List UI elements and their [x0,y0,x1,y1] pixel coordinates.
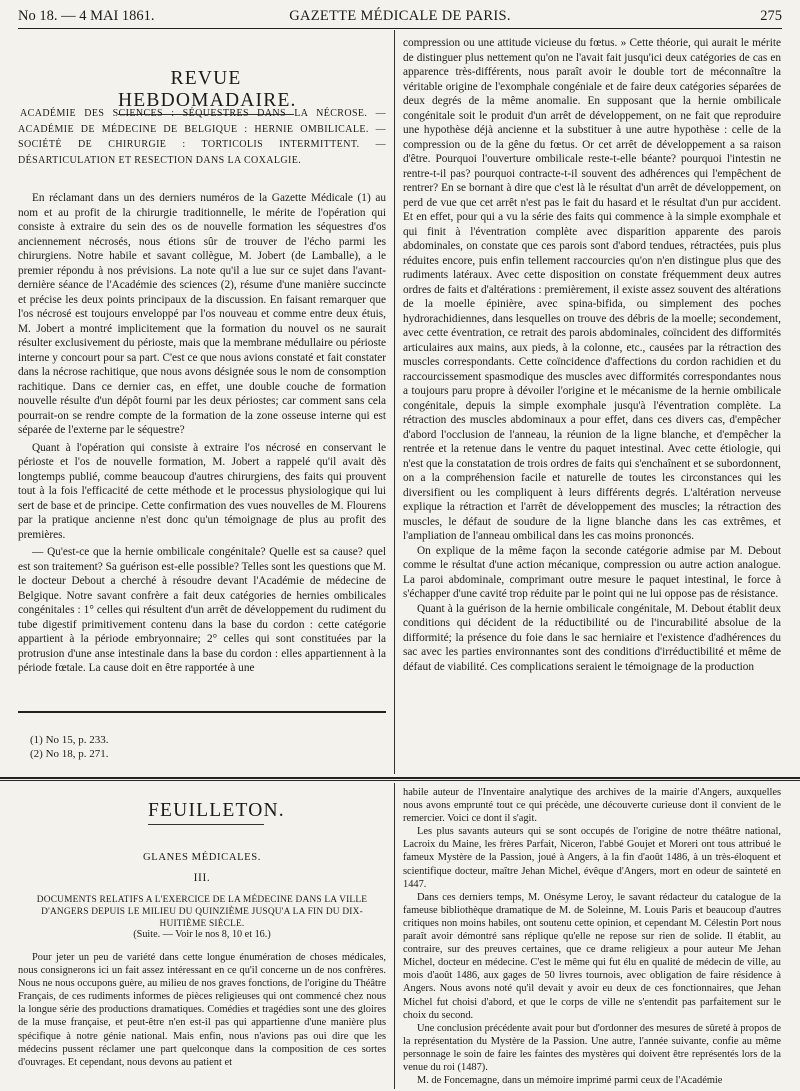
revue-paragraph-1: En réclamant dans un des derniers numéros de la Gazette Médicale (1) au nom et au profit de la chirurgie traditionnelle, le mérite de l'opération qui consiste à extraire du sein des os de nouvelle formation les séquestres d'os anciennement nécrosés, nous étions sûr de trouver de l'écho parmi les chirurgiens. Notre habile et savant collègue, M. Jobert (de Lamballe), a le premier répondu à nos prévisions. La note qu'il a lue sur ce sujet dans l'avant-dernière séance de l'Académie des sciences (2), résume d'une manière succincte et précise les deux points principaux de la discussion. En faisant remarquer que l'os nécrosé est toujours enveloppé par l'os nouveau et comme entre deux étuis, M. Jobert a montré implicitement que la formation du nouvel os ne saurait résulter exclusivement du périoste, mais que la membrane médullaire ou périoste interne y concourt pour sa part. C'est ce que nous avions constaté et fait constater dans la nécrose rachitique, que nous avons désignée sous le nom de consomption rachitique. Dans ce dernier cas, en effet, une double couche de formation nouvelle résulte d'un dépôt fourni par les deux périostes; car comment sans cela pourrait-on se rendre compte de la formation de la zone osseuse interne qui est séparée de l'externe par le séquestre? [18,192,386,436]
page-number: 275 [760,8,782,24]
feuilleton-separator-1 [0,777,800,779]
feuilleton-separator-2 [0,780,800,781]
feuilleton-right-paragraph-2: Les plus savants auteurs qui se sont occupés de l'origine de notre théâtre national, Lacroix du Maine, les frères Parfait, Niceron, l'abbé Goujet et Moreri ont tous attribué le fameux Mystère de la Passion, joué à Angers, à la fin d'août 1486, à un très-éloquent et scientifique docteur, maître Jehan Michel, évêque d'Angers, mort en odeur de sainteté en 1447. [403,826,781,890]
feuilleton-right-column [403,786,781,1090]
feuilleton-title: FEUILLETON. [148,800,264,825]
feuilleton-paragraph-1: Pour jeter un peu de variété dans cette longue énumération de choses médicales, nous consignerons ici un fait assez intéressant en ce qu'il concerne un de nos confrères. Nous ne nous occupons guère, au milieu de nos graves fonctions, de l'origine du Théâtre Français, de ces rudiments informes de pièces religieuses qui ont commencé chez nous la longue série des productions dramatiques. Comédies et tragédies sont une des gloires de la muse française, et peut-être n'en est-il pas qui appartienne d'une manière plus spécifique à notre génie national. Mais enfin, nous n'avions pas oui dire que les médecins pussent réclamer une part quelconque dans la composition de ces sortes d'ouvrages. Et cependant, nous devons au patient et [18,952,386,1068]
revue-right-column [403,36,781,774]
revue-right-paragraph-1: compression ou une attitude vicieuse du fœtus. » Cette théorie, qui aurait le mérite de distinguer plus nettement qu'on ne l'avait fait jusqu'ici deux catégories de cas en apparence très-différents, nous paraît avoir le double tort de méconnaître la véritable origine de l'exomphale congéniale et de faire deux catégories séparées de deux degrés de la même anomalie. En supposant que la hernie ombilicale congénitale soit le produit d'un arrêt de développement, on ne fait que reproduire une hypothèse déjà ancienne et la substituer à une autre hypothèse : celle de la compression ou de la gêne du fœtus. Or cet arrêt de développement a sa raison d'être. Pourquoi l'ouverture ombilicale reste-t-elle béante? pourquoi l'intestin ne rentre-t-il pas? pourquoi contracte-t-il souvent des adhérences qui l'empêchent de rentrer? En se bornant à dire que c'est là le résultat d'un arrêt de développement, on perd de vue que cet arrêt n'est pas le fait du hasard et le résultat d'un pur accident. Et en effet, pour qui a vu la série des faits qui commence à la simple exomphale et qui finit à l'éventration complète avec disparition apparente des parois abdominales, on constate que ces parois sont d'abord tendues, rétractées, puis plus réduites encore, puis enfin tellement raccourcies qu'on n'en distingue plus que des rudiments latéraux. Avec cette disposition on constate fréquemment deux autres ordres de faits et d'altérations : premièrement, il existe assez souvent des altérations de la moelle épinière, avec spina-bifida, ou simplement des poches hydrorachidiennes, dans lesquelles on trouve des débris de la moelle; secondement, avec cette éventration, ce retrait des parois abdominales, coïncident des difformités articulaires aux mains, aux pieds, à la colonne, etc., causées par la rétraction des muscles correspondants. Cette coïncidence d'affections du cordon rachidien et du raccourcissement spasmodique des muscles avec difformités correspondantes nous a toujours paru propre à dévoiler l'origine et le mécanisme de la hernie ombilicale congénitale, depuis la simple exomphale jusqu'à l'éventration complète. La rétraction des muscles abdominaux a pour effet, dans ces divers cas, d'empêcher d'abord l'occlusion de l'anneau, la réunion de la ligne blanche, et d'empêcher la rentrée et la retenue dans le ventre du paquet intestinal. Avec cette étiologie, qui n'est que la constatation de trois ordres de faits qui s'enchaînent et se subordonnent, on a la compréhension facile et naturelle de toutes les circonstances qui les diversifient ou les compliquent à leurs différents degrés. L'altération nerveuse explique la rétraction et l'arrêt de développement des muscles; la rétraction des muscles, le défaut de soudure de la ligne blanche dans les cas extrêmes, et l'ampliation de l'anneau ombilical dans les cas moins prononcés. [403,37,781,542]
revue-right-paragraph-3: Quant à la guérison de la hernie ombilicale congénitale, M. Debout établit deux conditions qui décident de la réductibilité ou de l'incurabilité absolue de la difformité; la présence du foie dans le sac herniaire et l'existence d'adhérences du sac avec les parties environnantes sont des conditions d'irréductibilité et même de défaut de viabilité. Ces complications seraient le témoignage de la production [403,602,781,673]
feuilleton-right-paragraph-3: Dans ces derniers temps, M. Onésyme Leroy, le savant rédacteur du catalogue de la fameuse bibliothèque dramatique de M. de Soleinne, M. Louis Paris et beaucoup d'autres critiques non moins habiles, ont soutenu cette opinion, et cependant M. Célestin Port nous paraît avoir démontré sans réplique qu'elle ne repose sur rien de solide. Il établit, au contraire, sur des preuves certaines, que ce drame religieux a pour auteur Me Jehan Michel, docteur en médecine. C'est le même qui fut élu en qualité de médecin de ville, au mois d'août 1486, aux gages de 50 livres tournois, avec obligation de faire résidence à Angers. Nous avons noté qu'il devait y avoir eu deux de ces fonctionnaires, que Jehan Michel fut choisi d'abord, et que le corps de ville ne s'entendit pas parfaitement sur le choix du second. [403,891,781,1021]
feuilleton-right-paragraph-5: M. de Foncemagne, dans un mémoire imprimé parmi ceux de l'Académie [417,1075,723,1087]
revue-title: REVUE HEBDOMADAIRE. [118,68,294,115]
revue-right-paragraph-2: On explique de la même façon la seconde catégorie admise par M. Debout comme le résultat d'une action mécanique, compression ou autre action analogue. La paroi abdominale, comprimant outre mesure le paquet intestinal, le force à s'échapper d'une cavité trop réduite par le point qui ne lui oppose pas de résistance. [403,544,781,600]
footnote-rule [18,711,386,713]
feuilleton-heading: DOCUMENTS RELATIFS A L'EXERCICE DE LA MÉDECINE DANS LA VILLE D'ANGERS DEPUIS LE MILIEU DU QUINZIÈME JUSQU'A LA FIN DU DIX-HUITIÈME SIÈCLE. [36,895,368,929]
issue-date: No 18. — 4 MAI 1861. [18,8,155,24]
feuilleton-subtitle: GLANES MÉDICALES. [143,852,261,863]
feuilleton-number: III. [193,872,211,884]
feuilleton-suite-note: (Suite. — Voir le nos 8, 10 et 16.) [133,929,271,940]
footnote-2: (2) No 18, p. 271. [30,748,109,760]
feuilleton-left-column [18,951,386,1089]
journal-title: GAZETTE MÉDICALE DE PARIS. [289,8,511,24]
page-header [18,6,782,29]
feuilleton-right-paragraph-4: Une conclusion précédente avait pour but d'ordonner des mesures de sûreté à propos de la représentation du Mystère de la Passion. Une autre, l'année suivante, confie au même personnage le soin de faire les faintes des mystères qui doivent être représentés lors de la venue du roi (1487). [403,1022,781,1073]
revue-paragraph-3: — Qu'est-ce que la hernie ombilicale congénitale? Quelle est sa cause? quel est son traitement? Sa guérison est-elle possible? Telles sont les questions que M. le docteur Debout a cherché à résoudre devant l'Académie de médecine de Belgique. Notre savant confrère a fait deux catégories de hernies ombilicales congénitales : 1° celles qui résultent d'un arrêt de développement du rudiment du tube digestif primitivement contenu dans la base du cordon : cette catégorie appartient à la période embryonnaire; 2° celles qui sont constituées par la protrusion d'une anse intestinale dans la base du cordon : elles appartiennent à la période fœtale. La cause doit en être rapportée à une [18,546,386,674]
column-divider-top [394,30,395,774]
revue-summary: ACADÉMIE DES SCIENCES : SÉQUESTRES DANS LA NÉCROSE. — ACADÉMIE DE MÉDECINE DE BELGIQUE : HERNIE OMBILICALE. — SOCIÉTÉ DE CHIRURGIE : TORTICOLIS INTERMITTENT. — DÉSARTICULATION ET RESECTION DANS LA COXALGIE. [18,108,386,166]
revue-left-column [18,191,386,689]
revue-paragraph-2: Quant à l'opération qui consiste à extraire l'os nécrosé en conservant le périoste et l'os de nouvelle formation, M. Jobert a rappelé qu'il avait dès longtemps publié, comme beaucoup d'autres chirurgiens, des faits qui prouvent tout à la fois l'efficacité de cette méthode et le processus physiologique qui lui sert de base et de principe. Cette confirmation des vues nouvelles de M. Flourens par la pratique ancienne n'est donc qu'un témoignage de plus au profit des premières. [18,441,386,541]
footnote-1: (1) No 15, p. 233. [30,734,109,746]
column-divider-bottom [394,783,395,1089]
feuilleton-right-paragraph-1: habile auteur de l'Inventaire analytique des archives de la mairie d'Angers, auxquelles nous avons emprunté tout ce qui précède, une découverte curieuse dont il convient de le remercier. Voici ce dont il s'agit. [403,787,781,825]
